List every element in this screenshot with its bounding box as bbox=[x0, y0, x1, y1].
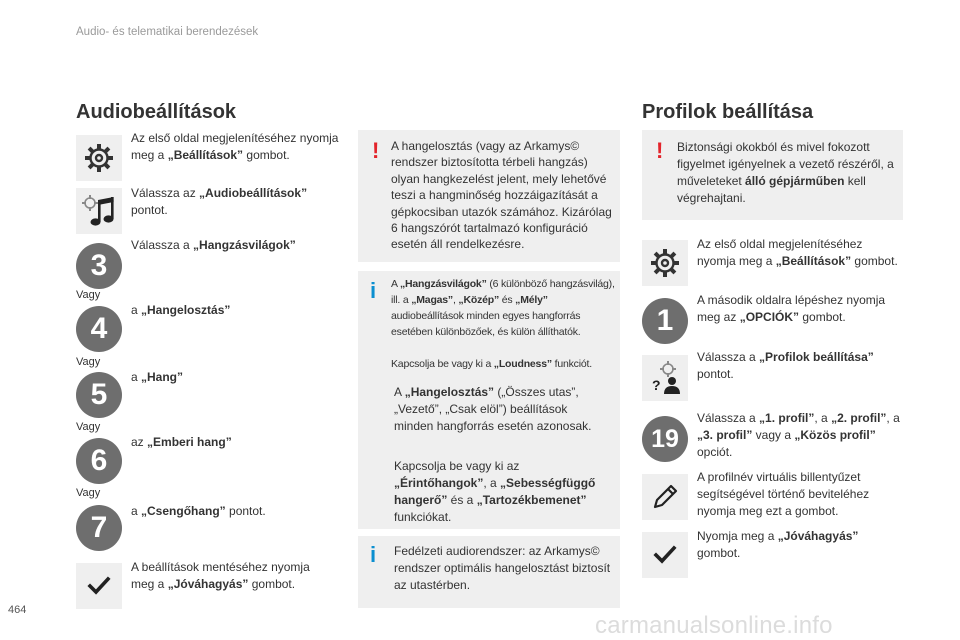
or-label: Vagy bbox=[76, 487, 101, 499]
right-step-2-text: A második oldalra lépéshez nyomja meg az „OPCIÓK” gombot. bbox=[697, 293, 886, 324]
page-number: 464 bbox=[8, 604, 27, 616]
right-step-4-text: Válassza a „1. profil”, a „2. profil”, a „3. profil” vagy a „Közös profil” opciót. bbox=[697, 411, 900, 459]
step-number-4: 4 bbox=[76, 306, 122, 352]
music-gear-icon bbox=[80, 192, 118, 230]
right-warning-panel bbox=[642, 130, 903, 220]
info-panel bbox=[358, 271, 620, 529]
left-step-2-text: Válassza az „Audiobeállítások” pontot. bbox=[131, 186, 308, 217]
or-label: Vagy bbox=[76, 289, 101, 301]
warning-text: A hangelosztás (vagy az Arkamys© rendszer biztosította térbeli hangzás) olyan hangkezelést jelent, mely lehetővé teszi a hangminőség hozzáigazítását a gépkocsiban utazók számához. Kizárólag 6 hangszórót tartalmazó konfiguráció esetén áll rendelkezésre. bbox=[391, 139, 612, 252]
step-number-7: 7 bbox=[76, 505, 122, 551]
right-step-1-text: Az első oldal megjelenítéséhez nyomja meg a „Beállítások” gombot. bbox=[697, 237, 898, 268]
section-header: Audio- és telematikai berendezések bbox=[76, 26, 259, 38]
left-step-7-text: a „Csengőhang” pontot. bbox=[131, 504, 266, 518]
confirm-button-image bbox=[76, 563, 122, 609]
step-number-5: 5 bbox=[76, 372, 122, 418]
gear-icon bbox=[82, 141, 116, 175]
right-warning-text: Biztonsági okokból és mivel fokozott figyelmet igényelnek a vezető részéről, a műveleteket álló gépjárműben kell végrehajtani. bbox=[677, 140, 894, 205]
audio-settings-image bbox=[76, 188, 122, 234]
info-paragraph-3: A „Hangelosztás” („Összes utas”, „Vezető”, „Csak elöl”) beállítások minden hangforrás esetén azonosak. bbox=[394, 385, 592, 433]
warning-panel bbox=[358, 130, 620, 262]
edit-name-button-image bbox=[642, 474, 688, 520]
info-panel-2 bbox=[358, 536, 620, 608]
checkmark-icon bbox=[86, 573, 112, 599]
left-step-1-text: Az első oldal megjelenítéséhez nyomja meg a „Beállítások” gombot. bbox=[131, 131, 339, 162]
info-icon: i bbox=[370, 542, 377, 567]
left-step-6-text: az „Emberi hang” bbox=[131, 435, 232, 449]
step-number-19: 19 bbox=[642, 416, 688, 462]
info-paragraph-4: Kapcsolja be vagy ki az „Érintőhangok”, a „Sebességfüggő hangerő” és a „Tartozékbemenet” funkciókat. bbox=[394, 459, 596, 524]
info-paragraph-2: Kapcsolja be vagy ki a „Loudness” funkciót. bbox=[391, 358, 592, 370]
left-step-4-text: a „Hangelosztás” bbox=[131, 303, 231, 317]
svg-text:?: ? bbox=[652, 377, 661, 393]
step-number-6: 6 bbox=[76, 438, 122, 484]
step-number-3: 3 bbox=[76, 243, 122, 289]
right-step-6-text: Nyomja meg a „Jóváhagyás” gombot. bbox=[697, 529, 859, 560]
or-label: Vagy bbox=[76, 421, 101, 433]
confirm-button-image bbox=[642, 532, 688, 578]
left-step-3-text: Válassza a „Hangzásvilágok” bbox=[131, 238, 296, 252]
settings-button-image bbox=[76, 135, 122, 181]
profile-settings-image bbox=[642, 355, 688, 401]
audio-settings-title: Audiobeállítások bbox=[76, 101, 237, 123]
settings-button-image bbox=[642, 240, 688, 286]
step-number-1: 1 bbox=[642, 298, 688, 344]
warning-icon: ! bbox=[372, 138, 380, 163]
left-step-8-text: A beállítások mentéséhez nyomja meg a „Jóváhagyás” gombot. bbox=[131, 560, 310, 591]
right-step-5-text: A profilnév virtuális billentyűzet segítségével történő beviteléhez nyomja meg ezt a gombot. bbox=[697, 470, 870, 518]
info-icon: i bbox=[370, 278, 377, 303]
left-step-5-text: a „Hang” bbox=[131, 370, 184, 384]
or-label: Vagy bbox=[76, 356, 101, 368]
watermark: carmanualsonline.info bbox=[595, 612, 833, 639]
profile-question-icon bbox=[646, 359, 684, 397]
profile-settings-title: Profilok beállítása bbox=[642, 101, 814, 123]
gear-icon bbox=[648, 246, 682, 280]
right-step-3-text: Válassza a „Profilok beállítása” pontot. bbox=[697, 350, 874, 381]
info-paragraph-1: A „Hangzásvilágok” (6 különböző hangzásvilág), ill. a „Magas”, „Közép” és „Mély” audiobeállítások minden egyes hangforrás esetében különbözőek, és külön állíthatók. bbox=[391, 278, 615, 338]
pencil-icon bbox=[649, 481, 681, 513]
info-2-text: Fedélzeti audiorendszer: az Arkamys© rendszer optimális hangelosztást biztosít az utastérben. bbox=[394, 544, 611, 592]
checkmark-icon bbox=[652, 542, 678, 568]
warning-icon: ! bbox=[656, 138, 664, 163]
